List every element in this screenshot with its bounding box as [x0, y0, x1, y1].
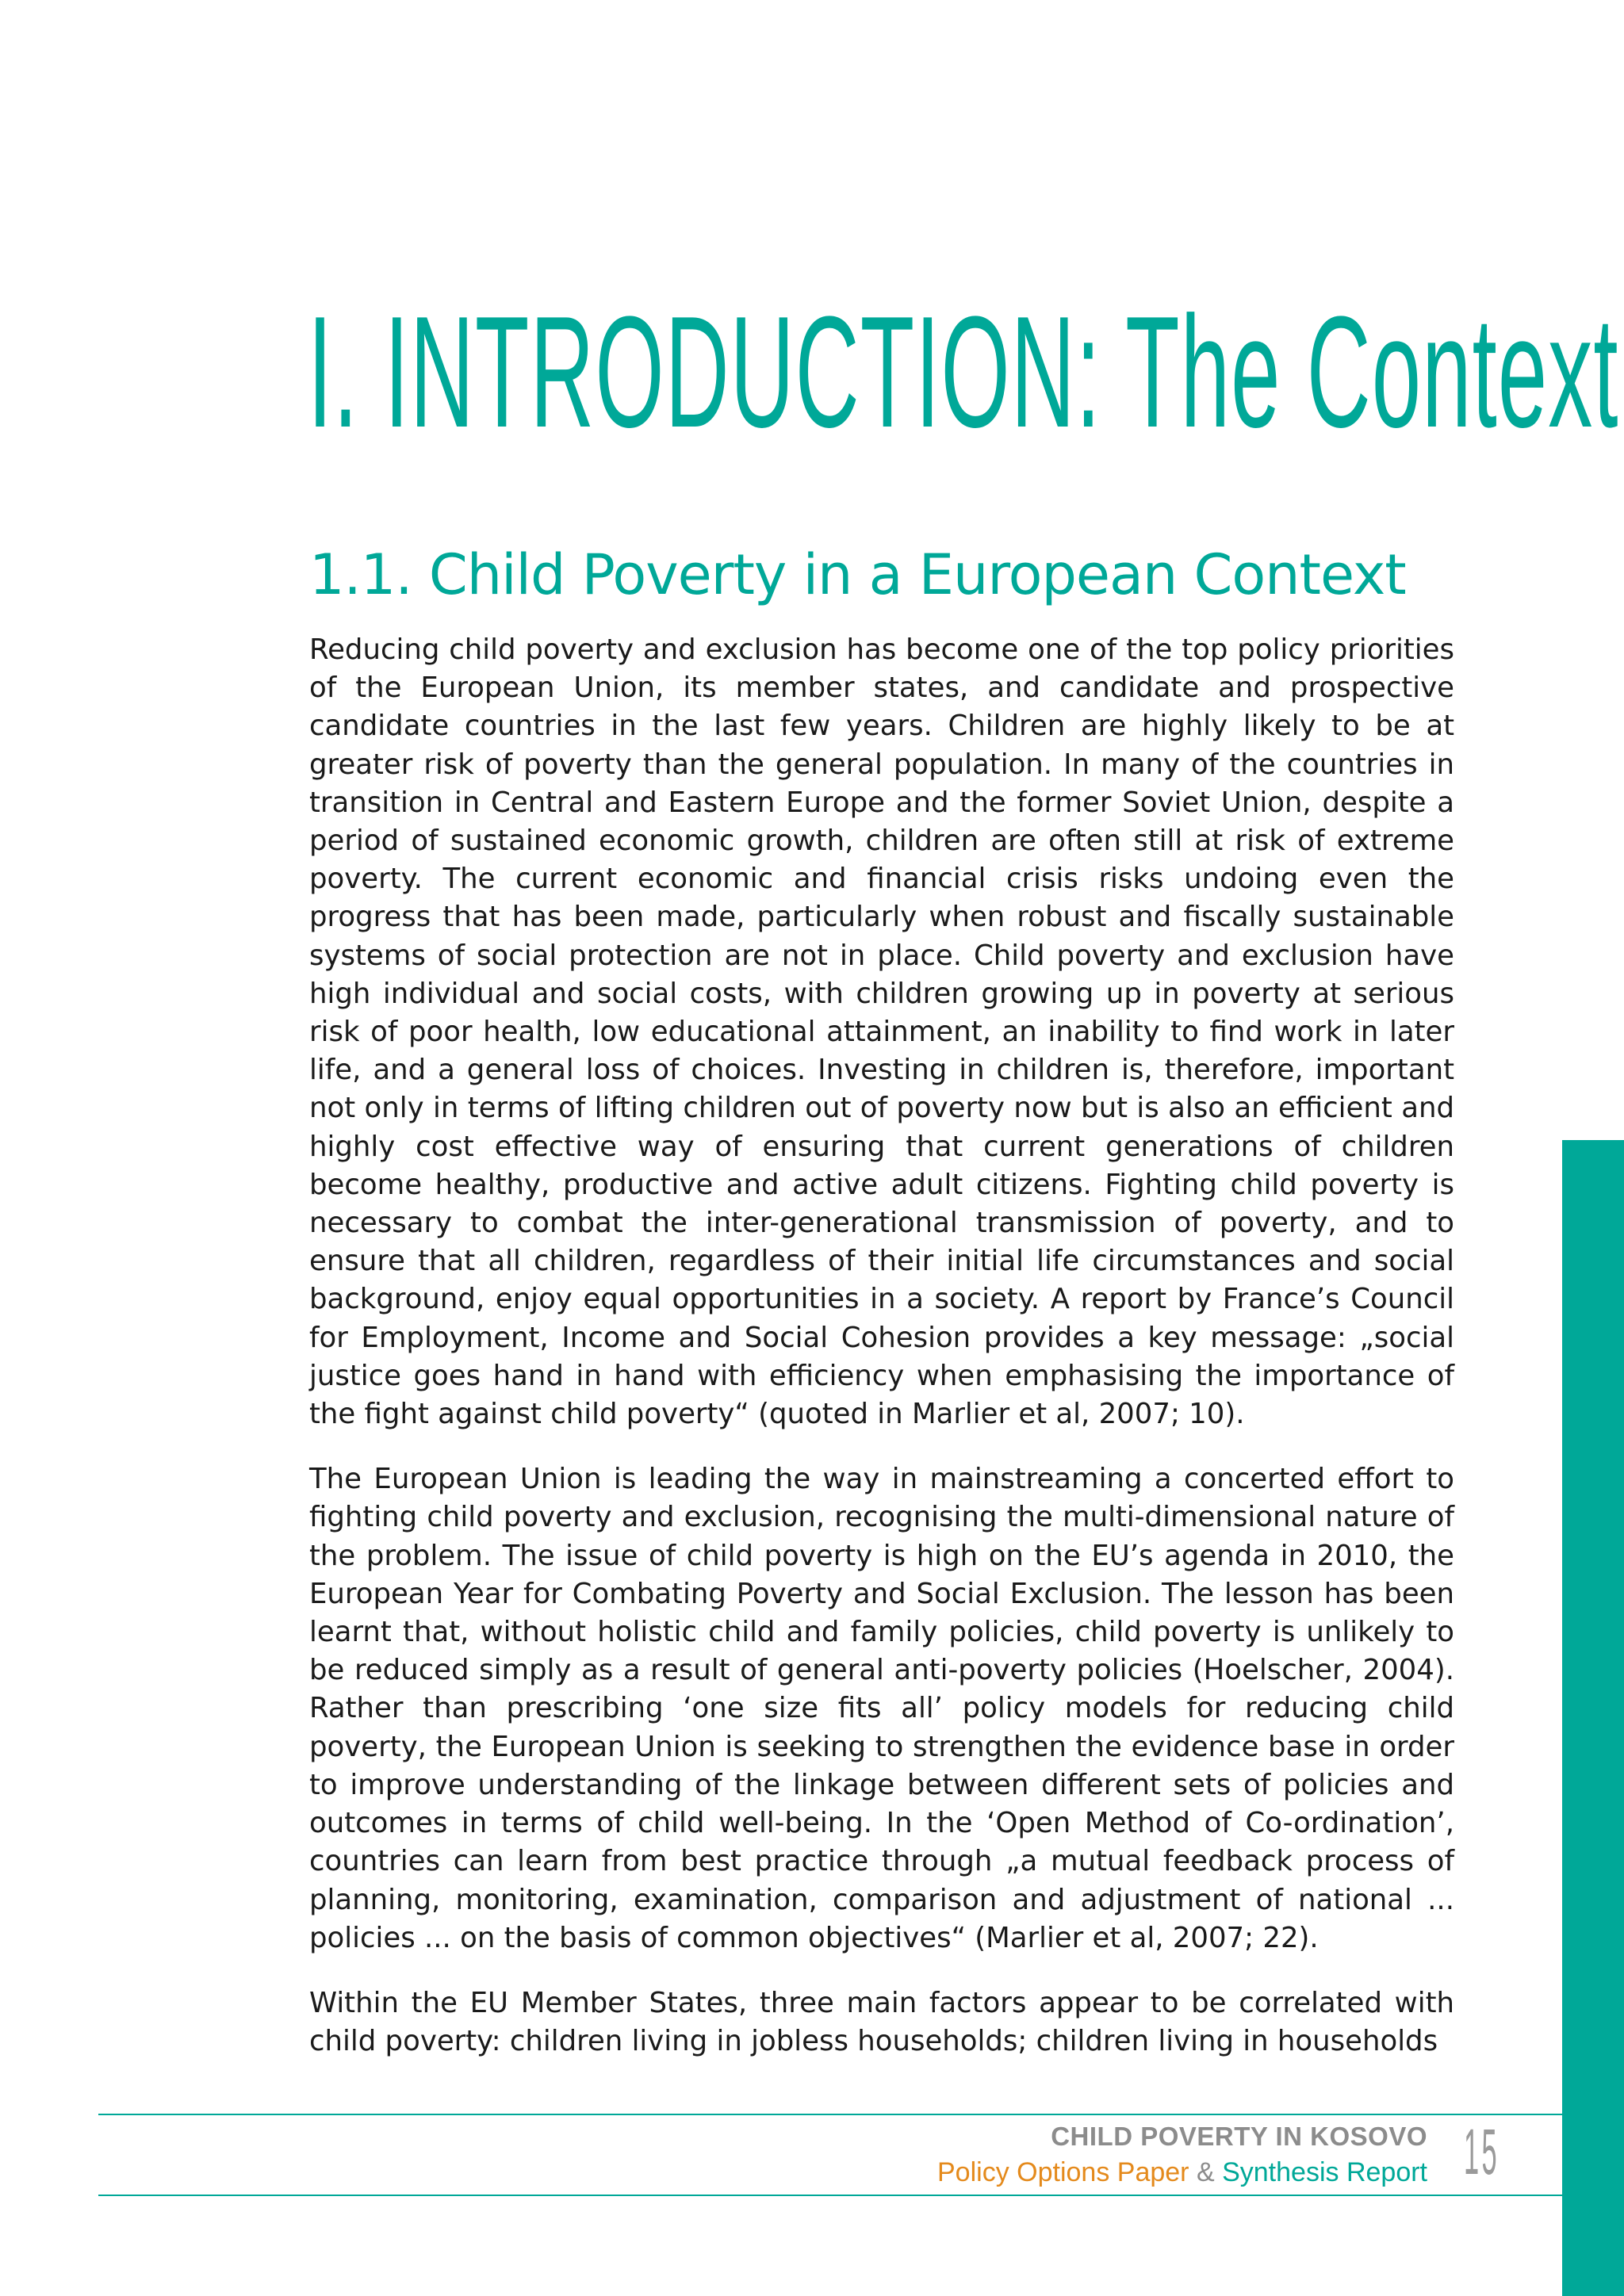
- footer-sub-synthesis: Synthesis Report: [1222, 2157, 1427, 2187]
- footer-rule-top: [98, 2114, 1624, 2115]
- body-text: [309, 631, 1454, 2087]
- paragraph: Reducing child poverty and exclusion has become one of the top policy priorities of the European Union, its member states, and candidate and prospective candidate countries in the last few years. Children are highly likely to be at greater risk of poverty than the general population. In many of the countries in transition in Central and Eastern Europe and the former Soviet Union, despite a period of sustained economic growth, children are often still at risk of extreme poverty. The current economic and financial crisis risks undoing even the progress that has been made, particularly when robust and fiscally sustainable systems of social protection are not in place. Child poverty and exclusion have high individual and social costs, with children growing up in poverty at serious risk of poor health, low educational attainment, an inability to find work in later life, and a general loss of choices. Investing in children is, therefore, important not only in terms of lifting children out of poverty now but is also an efficient and highly cost effective way of ensuring that current generations of children become healthy, productive and active adult citizens. Fighting child poverty is necessary to combat the inter-generational transmission of poverty, and to ensure that all children, regardless of their initial life circumstances and social background, enjoy equal opportunities in a society. A report by France’s Council for Employment, Income and Social Cohesion provides a key message: „social justice goes hand in hand with efficiency when emphasising the importance of the fight against child poverty“ (quoted in Marlier et al, 2007; 10).: [309, 633, 1454, 1431]
- running-footer: [937, 2118, 1427, 2190]
- footer-title: CHILD POVERTY IN KOSOVO: [1051, 2122, 1427, 2151]
- page-number: 15: [1464, 2116, 1500, 2188]
- footer-subtitle: [937, 2155, 1427, 2190]
- footer-sub-amp: &: [1196, 2157, 1215, 2187]
- side-accent-band: [1562, 1140, 1624, 2296]
- footer-rule-bottom: [98, 2195, 1624, 2196]
- footer-sub-policy: Policy Options Paper: [937, 2157, 1189, 2187]
- paragraph: Within the EU Member States, three main factors appear to be correlated with child poverty: children living in jobless households; children living in households: [309, 1986, 1454, 2058]
- section-heading: 1.1. Child Poverty in a European Context: [309, 542, 1406, 607]
- paragraph: The European Union is leading the way in mainstreaming a concerted effort to fighting child poverty and exclusion, recognising the multi-dimensional nature of the problem. The issue of child poverty is high on the EU’s agenda in 2010, the European Year for Combating Poverty and Social Exclusion. The lesson has been learnt that, without holistic child and family policies, child poverty is unlikely to be reduced simply as a result of general anti-poverty policies (Hoelscher, 2004). Rather than prescribing ‘one size fits all’ policy models for reducing child poverty, the European Union is seeking to strengthen the evidence base in order to improve understanding of the linkage between different sets of policies and outcomes in terms of child well-being. In the ‘Open Method of Co-ordination’, countries can learn from best practice through „a mutual feedback process of planning, monitoring, examination, comparison and adjustment of national ... policies ... on the basis of common objectives“ (Marlier et al, 2007; 22).: [309, 1463, 1454, 1954]
- chapter-title: I. INTRODUCTION: The Context: [308, 284, 1619, 461]
